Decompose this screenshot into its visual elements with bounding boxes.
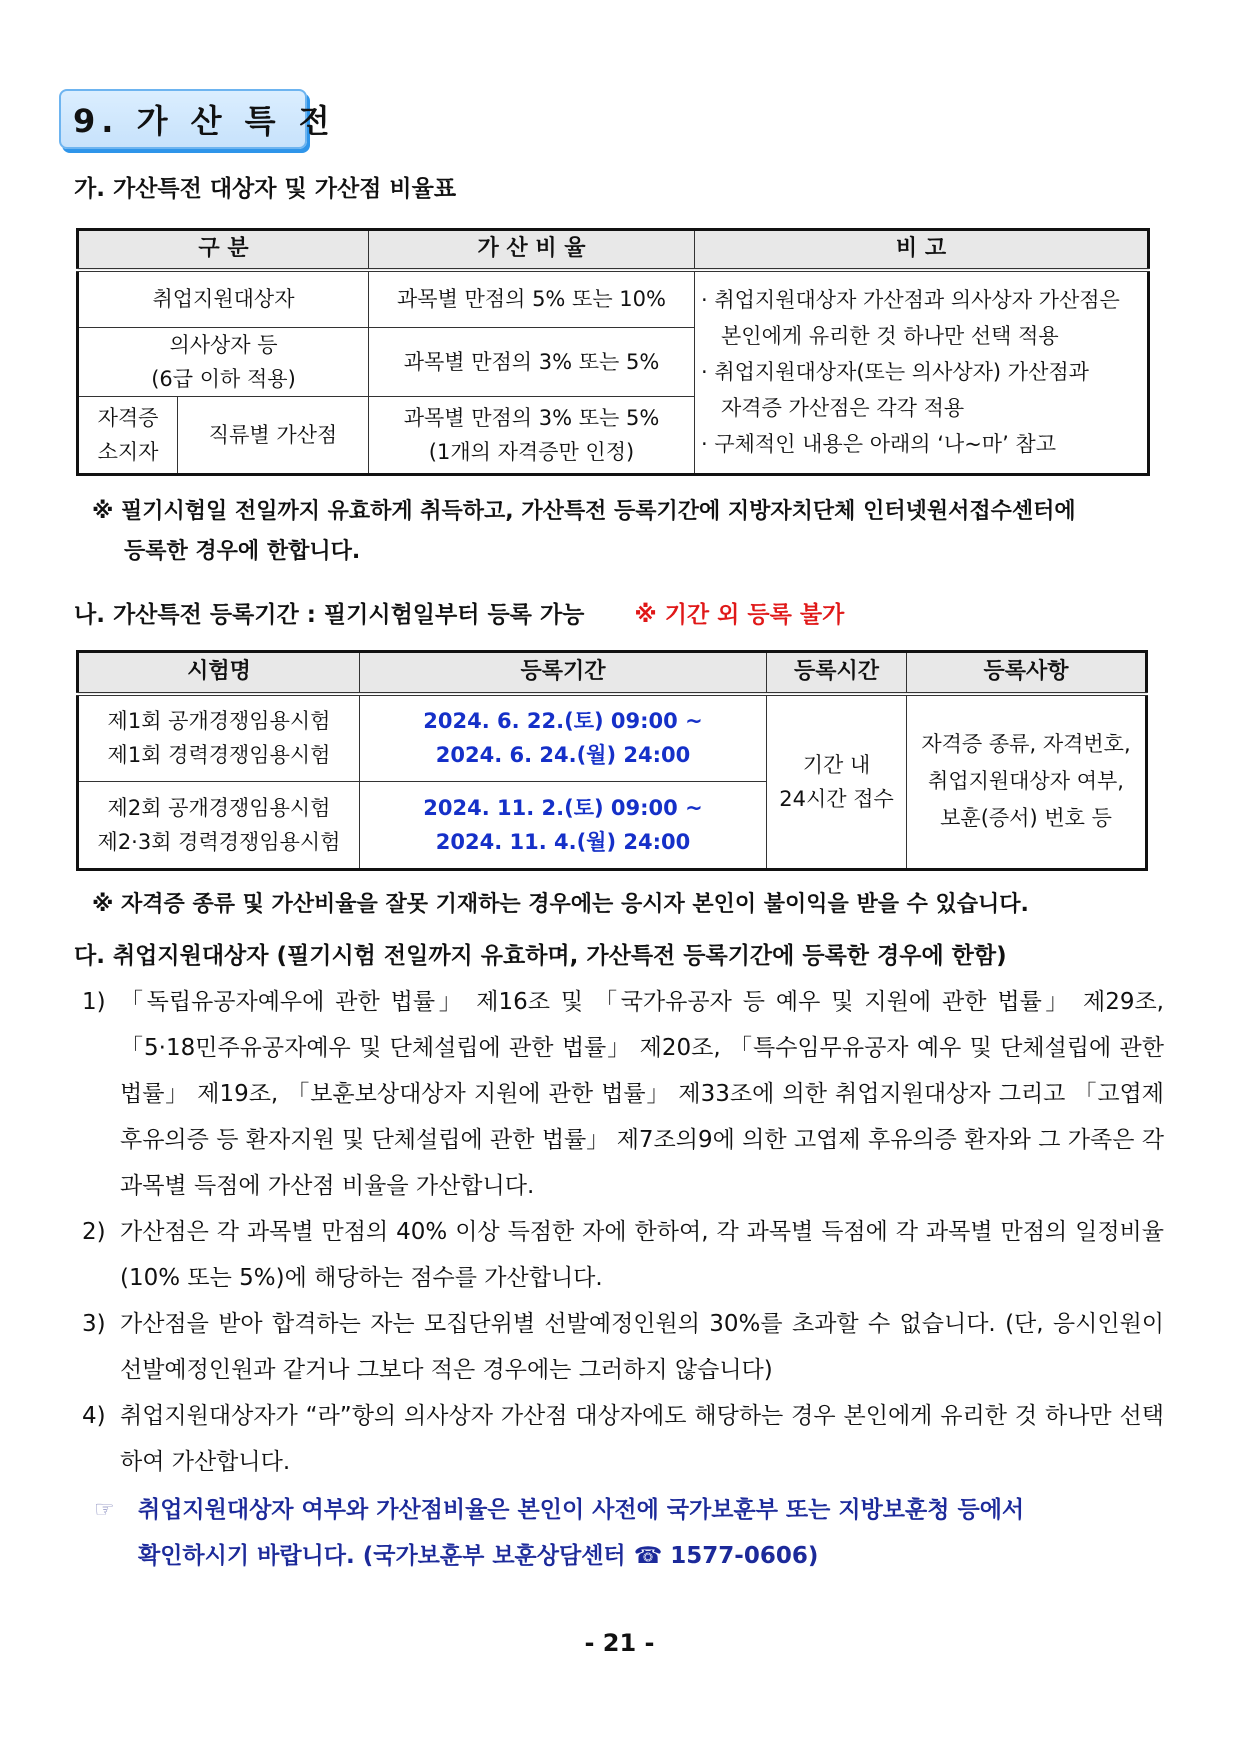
warning-text: ※ 기간 외 등록 불가 bbox=[634, 602, 845, 628]
list-item: 1) 「독립유공자예우에 관한 법률」 제16조 및 「국가유공자 등 예우 및 지원에 관한 법률」 제29조, 「5·18민주유공자예우 및 단체설립에 관한 법률」 제20조, 「특수임무유공자 예우 및 단체설립에 관한 법률」 제19조, 「보훈보상대상자 지원에 관한 법률」 제33조에 의한 취업지원대상자 그리고 「고엽제후유의증 등 환자지원 및 단체설립에 관한 법률」 제7조의9에 의한 고엽제 후유의증 환자와 그 가족은 각 과목별 득점에 가산점 비율을 가산합니다. bbox=[82, 989, 1164, 1199]
exam-name-cell: 제2회 공개경쟁임용시험 제2·3회 경력경쟁임용시험 bbox=[78, 782, 360, 870]
list-item: 2) 가산점은 각 과목별 만점의 40% 이상 득점한 자에 한하여, 각 과목별 득점에 각 과목별 만점의 일정비율(10% 또는 5%)에 해당하는 점수를 가산합니다. bbox=[82, 1219, 1164, 1291]
period-cell: 2024. 6. 22.(토) 09:00 ~ 2024. 6. 24.(월) 24:00 bbox=[360, 694, 767, 782]
note-a: ※ 필기시험일 전일까지 유효하게 취득하고, 가산특전 등록기간에 지방자치단체 인터넷원서접수센터에 등록한 경우에 한합니다. bbox=[92, 499, 1076, 564]
rate-cell: 과목별 만점의 5% 또는 10% bbox=[369, 270, 695, 328]
rate-cell: 과목별 만점의 3% 또는 5% bbox=[369, 328, 695, 397]
items-cell: 자격증 종류, 자격번호, 취업지원대상자 여부, 보훈(증서) 번호 등 bbox=[907, 694, 1147, 870]
section-title: 9. 가 산 특 전 bbox=[59, 89, 307, 149]
pointing-hand-icon: ☞ bbox=[94, 1497, 115, 1523]
section-b-heading-row bbox=[74, 598, 1164, 632]
category-cell: 의사상자 등 (6급 이하 적용) bbox=[78, 328, 369, 397]
section-a-heading: 가. 가산특전 대상자 및 가산점 비율표 bbox=[74, 176, 457, 202]
time-cell: 기간 내 24시간 접수 bbox=[767, 694, 907, 870]
col-header: 등록사항 bbox=[907, 652, 1147, 694]
exam-name-cell: 제1회 공개경쟁임용시험 제1회 경력경쟁임용시험 bbox=[78, 694, 360, 782]
section-c-list bbox=[74, 979, 1164, 1579]
col-header: 등록기간 bbox=[360, 652, 767, 694]
rate-cell: 과목별 만점의 3% 또는 5% (1개의 자격증만 인정) bbox=[369, 397, 695, 475]
subcategory-cell: 직류별 가산점 bbox=[178, 397, 369, 475]
section-b-heading: 나. 가산특전 등록기간 : 필기시험일부터 등록 가능 bbox=[74, 602, 585, 628]
section-c-heading: 다. 취업지원대상자 (필기시험 전일까지 유효하며, 가산특전 등록기간에 등록한 경우에 한함) bbox=[74, 943, 1007, 969]
remark-line: · 구체적인 내용은 아래의 ‘나~마’ 참고 bbox=[701, 432, 1057, 457]
bonus-rate-table bbox=[76, 228, 1150, 476]
tip: ☞ 취업지원대상자 여부와 가산점비율은 본인이 사전에 국가보훈부 또는 지방보훈청 등에서 확인하시기 바랍니다. (국가보훈부 보훈상담센터 ☎ 1577-0606) bbox=[82, 1487, 1164, 1579]
category-cell: 취업지원대상자 bbox=[78, 270, 369, 328]
col-header: 비 고 bbox=[695, 230, 1149, 270]
remark-line: 본인에게 유리한 것 하나만 선택 적용 bbox=[721, 324, 1059, 349]
page-number: - 21 - bbox=[584, 1629, 655, 1657]
category-cell: 자격증 소지자 bbox=[78, 397, 178, 475]
col-header: 등록시간 bbox=[767, 652, 907, 694]
remarks-cell bbox=[695, 270, 1149, 475]
registration-period-table bbox=[76, 650, 1148, 871]
note-b: ※ 자격증 종류 및 가산비율을 잘못 기재하는 경우에는 응시자 본인이 불이익을 받을 수 있습니다. bbox=[92, 892, 1029, 917]
document-body bbox=[74, 172, 1164, 1687]
col-header: 가 산 비 율 bbox=[369, 230, 695, 270]
col-header: 구 분 bbox=[78, 230, 369, 270]
remark-line: 자격증 가산점은 각각 적용 bbox=[721, 396, 965, 421]
col-header: 시험명 bbox=[78, 652, 360, 694]
period-cell: 2024. 11. 2.(토) 09:00 ~ 2024. 11. 4.(월) 24:00 bbox=[360, 782, 767, 870]
remark-line: · 취업지원대상자(또는 의사상자) 가산점과 bbox=[701, 360, 1089, 385]
list-item: 4) 취업지원대상자가 “라”항의 의사상자 가산점 대상자에도 해당하는 경우 본인에게 유리한 것 하나만 선택하여 가산합니다. bbox=[82, 1403, 1164, 1475]
remark-line: · 취업지원대상자 가산점과 의사상자 가산점은 bbox=[701, 288, 1120, 313]
list-item: 3) 가산점을 받아 합격하는 자는 모집단위별 선발예정인원의 30%를 초과할 수 없습니다. (단, 응시인원이 선발예정인원과 같거나 그보다 적은 경우에는 그러하지 않습니다) bbox=[82, 1311, 1164, 1383]
